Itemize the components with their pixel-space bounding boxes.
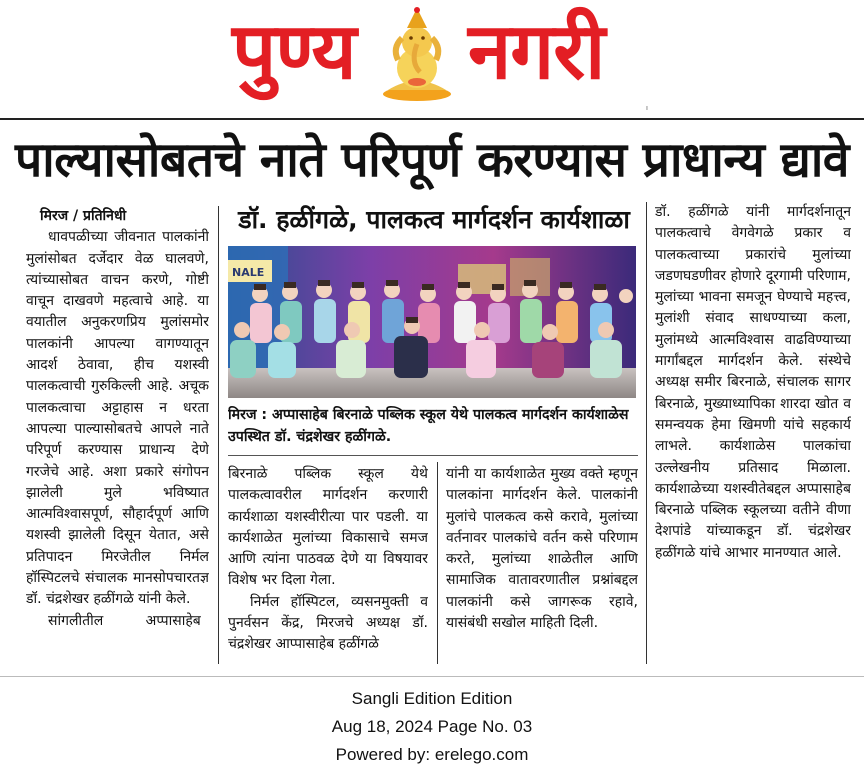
article-column-middle-2: [446, 464, 638, 664]
column-divider: [646, 202, 647, 664]
group-photo-image: [228, 246, 636, 398]
date-page-label: Aug 18, 2024 Page No. 03: [331, 717, 533, 736]
masthead-mark: ı: [646, 104, 648, 112]
caption-rule: [228, 455, 638, 456]
ganesh-logo-icon: [380, 2, 454, 102]
article-column-middle-1: [228, 464, 428, 664]
brand-name-right: नगरी: [468, 7, 605, 97]
article-paragraph: धावपळीच्या जीवनात पालकांनी मुलांसोबत दर्जेदार वेळ घालवणे, त्यांच्यासोबत वाचन करणे, गोष्टी वाचून दाखवणे महत्वाचे आहे. या वयातील अनुकरणप्रिय मुलांसमोर पालकांनी आपल्या वागण्यातून आदर्श ठेवावा, हीच यशस्वी पालकत्वाची गुरुकिल्ली आहे. अचूक पालकत्वाचा अट्टाहास न धरता आपल्या पाल्यासोबतचे आपले नाते परिपूर्ण करण्यास प्राधान्य देणे गरजेचे आहे. अशा प्रकारे संगोपन झालेली मुले भविष्यात आत्मविश्वासपूर्ण, सौहार्दपूर्ण आणि यशस्वी झालेली दिसून येतात, असे प्रतिपादन मिरजेतील निर्मल हॉस्पिटलचे संचालक मानसोपचारतज्ञ डॉ. चंद्रशेखर हळींगळे यांनी केले.: [26, 229, 209, 608]
article-paragraph: डॉ. हळींगळे यांनी मार्गदर्शनातून पालकत्वाचे वेगवेगळे प्रकार व पालकत्वाच्या प्रकारांचे मुलांच्या जडणघडणीवर होणारे दूरगामी परिणाम, मुलांच्या भावना समजून घेण्याचे महत्त्व, मुलांशी संवाद साधण्याच्या कला, मुलांमध्ये आत्मविश्वास वाढविण्याच्या मार्गांबद्दल मार्गदर्शन केले. संस्थेचे अध्यक्ष समीर बिरनाळे, संचालक सागर बिरनाळे, मुख्याध्यापिका शारदा खोत व समन्वयक हेमा खिमणी यांचे सहकार्य लाभले. कार्यशाळेस पालकांचा उल्लेखनीय प्रतिसाद मिळाला. कार्यशाळेच्या यशस्वीतेबद्दल अप्पासाहेब बिरनाळे पब्लिक स्कूलच्या वतीने वीणा देशपांडे यांच्याकडून डॉ. चंद्रशेखर हळींगळे यांचे आभार मानण्यात आले.: [655, 204, 851, 561]
masthead-rule: [0, 118, 864, 120]
masthead: [0, 0, 864, 112]
photo-caption: मिरज : अप्पासाहेब बिरनाळे पब्लिक स्कूल येथे पालकत्व मार्गदर्शन कार्यशाळेस उपस्थित डॉ. चंद्रशेखर हळींगळे.: [228, 407, 629, 445]
event-photo: [228, 246, 636, 398]
brand-name-left: पुण्य: [232, 7, 356, 97]
edition-label: Sangli Edition Edition: [351, 689, 513, 708]
footer-rule: [0, 676, 864, 677]
article-column-right: [655, 202, 851, 664]
article-column-left: [26, 206, 209, 666]
article-paragraph: सांगलीतील अप्पासाहेब: [48, 612, 201, 629]
banner-text: NALE: [232, 266, 265, 279]
subheadline: डॉ. हळींगळे, पालकत्व मार्गदर्शन कार्यशाळा: [238, 205, 630, 234]
article-paragraph: यांनी या कार्यशाळेत मुख्य वक्ते म्हणून पालकांना मार्गदर्शन केले. पालकांनी मुलांचे पालकत्व कसे करावे, मुलांच्या वर्तनावर पालकांचे वर्तन कसे परिणाम करते, मुलांच्या शाळेतील आणि सामाजिक वातावरणातील प्रश्नांबद्दल पालकांनी कसे जागरूक रहावे, यासंबंधी सखोल माहिती दिली.: [446, 466, 638, 632]
column-divider: [218, 206, 219, 664]
article-paragraph: निर्मल हॉस्पिटल, व्यसनमुक्ती व पुनर्वसन केंद्र, मिरजचे अध्यक्ष डॉ. चंद्रशेखर आप्पासाहेब हळींगळे: [228, 593, 428, 653]
column-divider: [437, 462, 438, 664]
dateline: मिरज / प्रतिनिधी: [40, 208, 127, 224]
powered-by-label: Powered by: erelego.com: [335, 745, 529, 764]
article-paragraph: बिरनाळे पब्लिक स्कूल येथे पालकत्वावरील मार्गदर्शन करणारी कार्यशाळा यशस्वीरीत्या पार पडली. या कार्यशाळेत मुलांच्या विकासाचे समज आणि त्यांना पाठवळ देणे या विषयावर विशेष भर दिला गेला.: [228, 466, 428, 589]
headline: पाल्यासोबतचे नाते परिपूर्ण करण्यास प्राधान्य द्यावे: [15, 132, 849, 188]
